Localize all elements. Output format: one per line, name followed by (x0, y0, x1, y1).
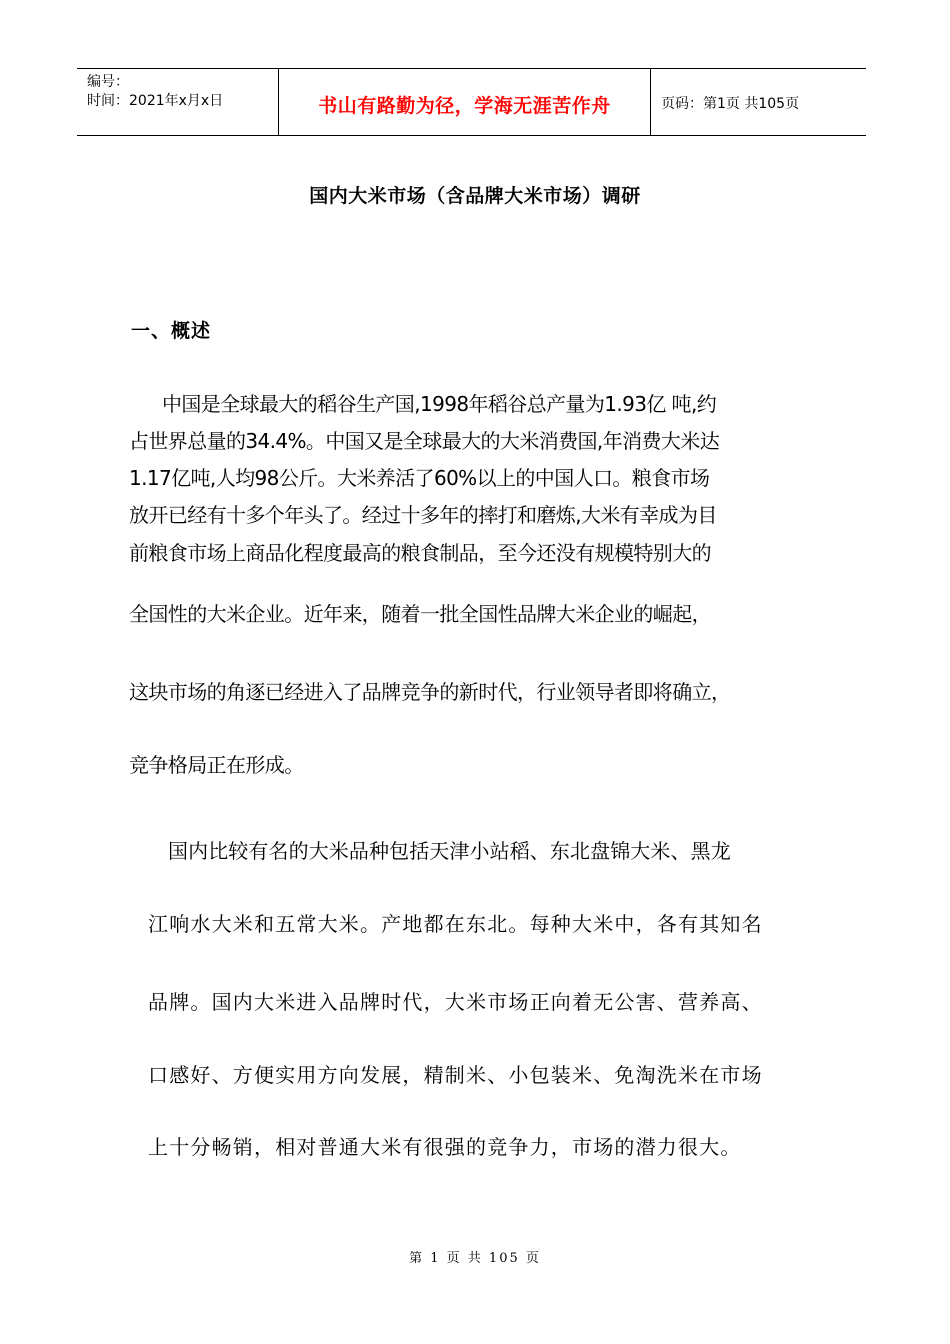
document-number-label: 编号： (87, 74, 129, 90)
page-footer: 第 1 页 共 105 页 (409, 1251, 541, 1266)
paragraph-line: 1.17亿吨,人均98公斤。大米养活了60%以上的中国人口。粮食市场 (129, 466, 710, 490)
page-header (77, 68, 866, 136)
paragraph-line: 上十分畅销，相对普通大米有很强的竞争力，市场的潜力很大。 (148, 1135, 742, 1159)
document-title: 国内大米市场（含品牌大米市场）调研 (309, 185, 641, 207)
paragraph-line: 占世界总量的34.4%。中国又是全球最大的大米消费国,年消费大米达 (129, 429, 720, 453)
paragraph-line: 竞争格局正在形成。 (129, 753, 304, 777)
paragraph-line: 口感好、方便实用方向发展，精制米、小包装米、免淘洗米在市场 (148, 1063, 763, 1087)
paragraph-line: 放开已经有十多个年头了。经过十多年的摔打和磨炼,大米有幸成为目 (129, 503, 717, 527)
header-page-info: 页码：第1页 共105页 (661, 96, 800, 112)
paragraph-line: 全国性的大米企业。近年来，随着一批全国性品牌大米企业的崛起， (129, 602, 711, 626)
paragraph-line: 中国是全球最大的稻谷生产国,1998年稻谷总产量为1.93亿 吨,约 (162, 392, 717, 416)
paragraph-line: 这块市场的角逐已经进入了品牌竞争的新时代，行业领导者即将确立， (129, 680, 731, 704)
document-time-label: 时间：2021年x月x日 (87, 93, 224, 109)
header-motto: 书山有路勤为径，学海无涯苦作舟 (279, 69, 651, 135)
paragraph-line: 前粮食市场上商品化程度最高的粮食制品，至今还没有规模特别大的 (129, 541, 711, 565)
paragraph-line: 品牌。国内大米进入品牌时代，大米市场正向着无公害、营养高、 (148, 990, 763, 1014)
paragraph-line: 国内比较有名的大米品种包括天津小站稻、东北盘锦大米、黑龙 (168, 839, 731, 863)
paragraph-line: 江响水大米和五常大米。产地都在东北。每种大米中，各有其知名 (148, 912, 763, 936)
section-heading: 一、概述 (131, 320, 212, 342)
header-meta (77, 69, 279, 135)
